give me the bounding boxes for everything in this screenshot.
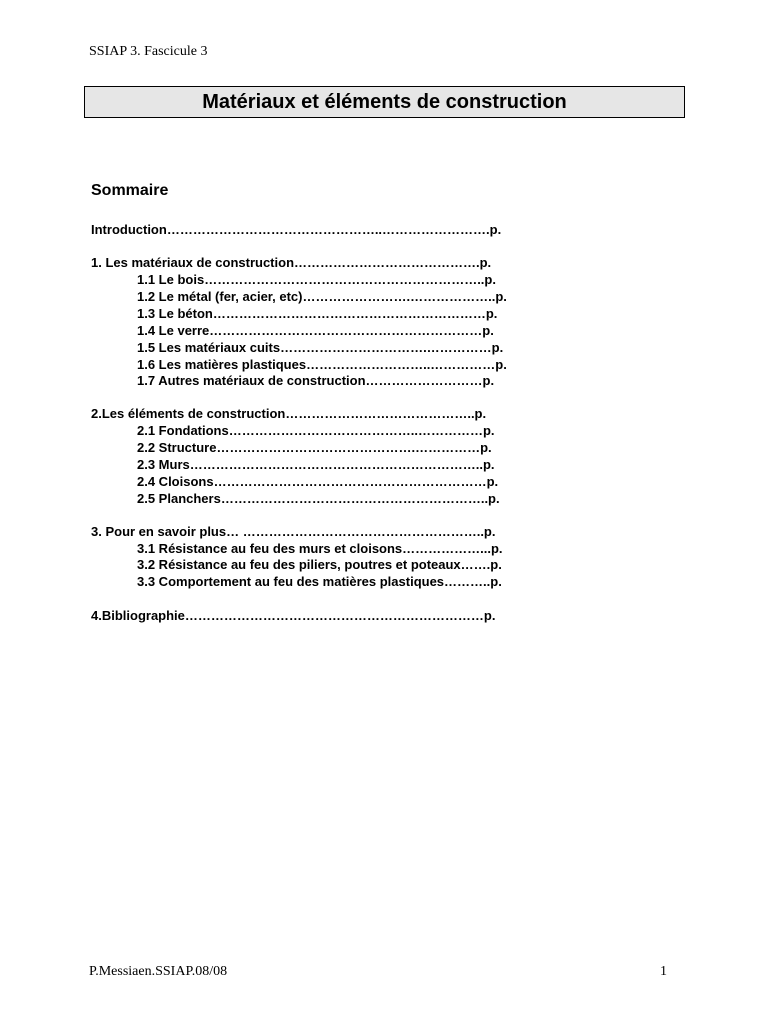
toc-entry-section-3[interactable]: 3. Pour en savoir plus… ………………………………………………..p. <box>91 524 496 539</box>
toc-entry-1-7[interactable]: 1.7 Autres matériaux de construction………………………p. <box>137 373 495 388</box>
page-footer-author: P.Messiaen.SSIAP.08/08 <box>89 964 228 979</box>
toc-entry-section-1[interactable]: 1. Les matériaux de construction…………………………………….p. <box>91 255 492 270</box>
summary-heading: Sommaire <box>91 182 169 199</box>
toc-entry-1-4[interactable]: 1.4 Le verre………………………………………………………p. <box>137 323 494 338</box>
toc-entry-3-1[interactable]: 3.1 Résistance au feu des murs et cloisons………………...p. <box>137 541 503 556</box>
toc-entry-2-5[interactable]: 2.5 Planchers……………………………………………………..p. <box>137 491 500 506</box>
document-title: Matériaux et éléments de construction <box>84 86 685 118</box>
toc-entry-section-2[interactable]: 2.Les éléments de construction……………………………………..p. <box>91 406 487 421</box>
page-number: 1 <box>660 964 667 979</box>
toc-entry-3-2[interactable]: 3.2 Résistance au feu des piliers, poutres et poteaux…….p. <box>137 557 502 572</box>
toc-entry-1-2[interactable]: 1.2 Le métal (fer, acier, etc)…………………….………………..p. <box>137 289 507 304</box>
page-header: SSIAP 3. Fascicule 3 <box>89 44 208 59</box>
toc-entry-2-1[interactable]: 2.1 Fondations……………………………………..……………p. <box>137 423 495 438</box>
toc-entry-introduction[interactable]: Introduction…………………………………………..…………………….p. <box>91 222 502 237</box>
toc-entry-2-2[interactable]: 2.2 Structure……………………………………….……………p. <box>137 440 492 455</box>
toc-entry-1-5[interactable]: 1.5 Les matériaux cuits…………………………….……………p. <box>137 340 504 355</box>
toc-entry-3-3[interactable]: 3.3 Comportement au feu des matières plastiques………..p. <box>137 574 502 589</box>
toc-entry-section-4[interactable]: 4.Bibliographie……………………………………………………………p. <box>91 608 496 623</box>
toc-entry-1-6[interactable]: 1.6 Les matières plastiques………………………..……………p. <box>137 357 507 372</box>
toc-entry-2-3[interactable]: 2.3 Murs…………………………………………………………..p. <box>137 457 495 472</box>
toc-entry-1-1[interactable]: 1.1 Le bois………………………………………………………..p. <box>137 272 496 287</box>
toc-entry-1-3[interactable]: 1.3 Le béton………………………………………………………p. <box>137 306 498 321</box>
toc-entry-2-4[interactable]: 2.4 Cloisons………………………………………………………p. <box>137 474 499 489</box>
